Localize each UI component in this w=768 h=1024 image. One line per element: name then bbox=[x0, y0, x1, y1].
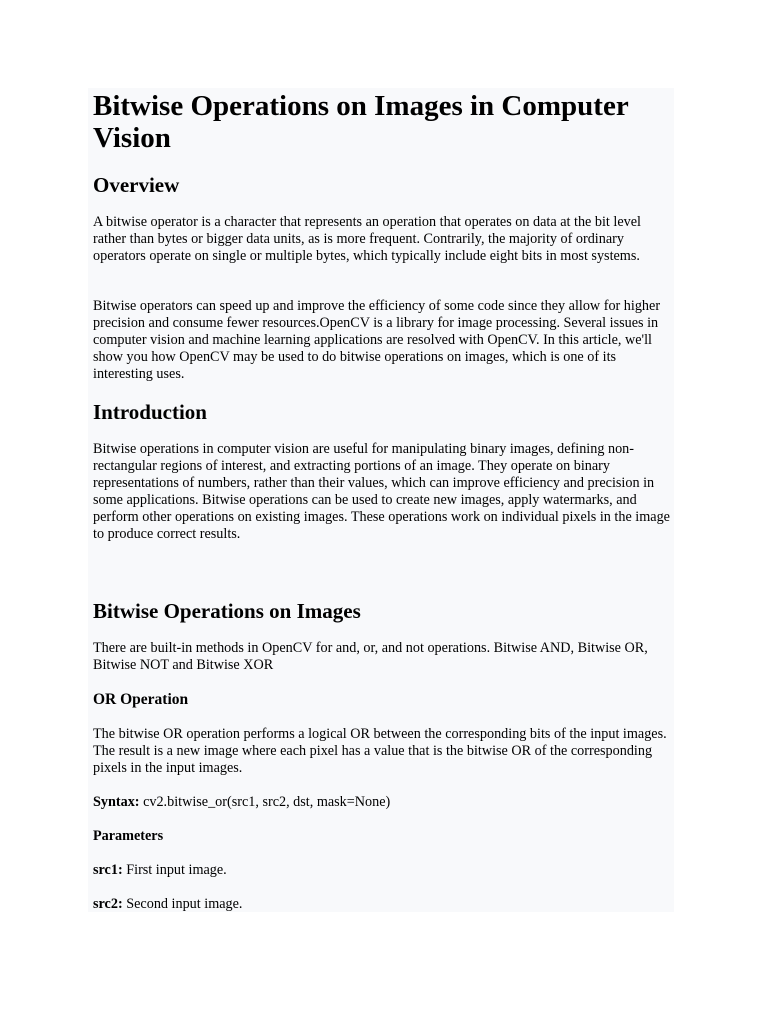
syntax-line bbox=[93, 794, 675, 811]
param-src1-label: src1: bbox=[93, 862, 123, 878]
parameters-label: Parameters bbox=[93, 828, 164, 844]
param-src2-label: src2: bbox=[93, 896, 123, 912]
introduction-heading: Introduction bbox=[93, 400, 207, 424]
param-src1-value: First input image. bbox=[122, 862, 227, 878]
overview-paragraph-2: Bitwise operators can speed up and improve the efficiency of some code since they allow for higher precision and consume fewer resources.OpenCV is a library for image processing. Several issues in computer vision and machine learning applications are resolved with OpenCV. In this article, we'll show you how OpenCV may be used to do bitwise operations on images, which is one of its interesting uses. bbox=[93, 298, 661, 382]
syntax-label: Syntax: bbox=[93, 794, 140, 810]
or-operation-heading: OR Operation bbox=[93, 691, 189, 708]
param-src2 bbox=[93, 896, 675, 913]
overview-heading: Overview bbox=[93, 173, 180, 197]
param-src2-value: Second input image. bbox=[122, 896, 243, 912]
overview-paragraph-1: A bitwise operator is a character that represents an operation that operates on data at the bit level rather than bytes or bigger data units, as is more frequent. Contrarily, the majority of ordinary operators operate on single or multiple bytes, which typically include eight bits in most systems. bbox=[93, 214, 641, 264]
bitwise-operations-paragraph: There are built-in methods in OpenCV for and, or, and not operations. Bitwise AND, Bitwise OR, Bitwise NOT and Bitwise XOR bbox=[93, 640, 648, 673]
parameters-heading bbox=[93, 828, 675, 845]
or-operation-paragraph: The bitwise OR operation performs a logical OR between the corresponding bits of the input images. The result is a new image where each pixel has a value that is the bitwise OR of the corresponding pixels in the input images. bbox=[93, 726, 667, 776]
introduction-paragraph: Bitwise operations in computer vision are useful for manipulating binary images, defining non-rectangular regions of interest, and extracting portions of an image. They operate on binary representations of numbers, rather than their values, which can improve efficiency and precision in some applications. Bitwise operations can be used to create new images, apply watermarks, and perform other operations on existing images. These operations work on individual pixels in the image to produce correct results. bbox=[93, 441, 670, 542]
bitwise-operations-heading: Bitwise Operations on Images bbox=[93, 599, 361, 623]
param-src1 bbox=[93, 862, 675, 879]
syntax-value: cv2.bitwise_or(src1, src2, dst, mask=None) bbox=[139, 794, 391, 810]
document-title: Bitwise Operations on Images in Computer Vision bbox=[93, 90, 629, 154]
document-page bbox=[88, 88, 674, 912]
